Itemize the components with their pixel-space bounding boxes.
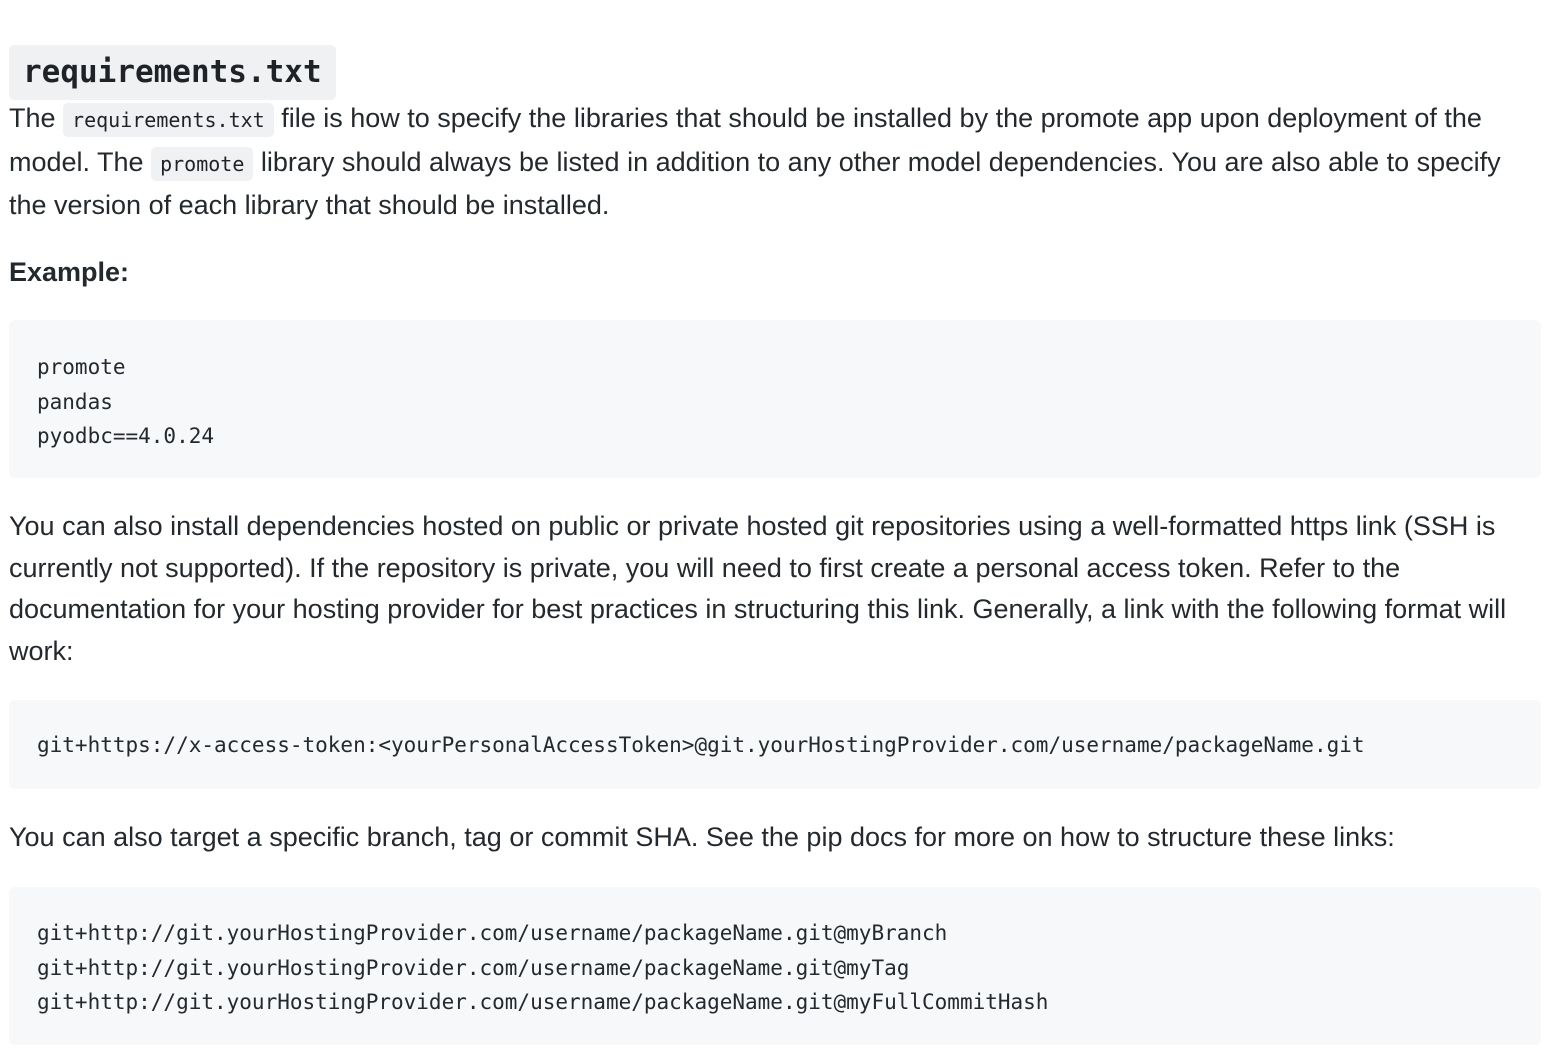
inline-code-promote: promote [151,147,253,181]
example-label: Example: [9,257,130,287]
code-line: git+http://git.yourHostingProvider.com/username/packageName.git@myTag [37,955,910,980]
git-paragraph: You can also install dependencies hosted on public or private hosted git repositories using a well-formatted https link (SSH is currently not supported). If the repository is private, you will need to first create a personal access token. Refer to the documentation for your hosting provider for best practices in structuring this link. Generally, a link with the following format will work: [9,511,1507,666]
intro-text-1: The [9,103,64,133]
example-code-block [9,320,1541,478]
code-line: pyodbc==4.0.24 [37,424,215,448]
git-code-block [9,700,1541,789]
branch-code-block [9,887,1541,1045]
code-line: pandas [37,389,113,414]
inline-code-requirements: requirements.txt [63,103,274,137]
code-line: git+https://x-access-token:<yourPersonalAccessToken>@git.yourHostingProvider.com/username/packageName.git [37,733,1365,757]
code-line: promote [37,355,126,379]
intro-paragraph [9,98,1541,227]
section-heading: requirements.txt [9,45,336,100]
code-line: git+http://git.yourHostingProvider.com/username/packageName.git@myFullCommitHash [37,990,1049,1014]
branch-paragraph: You can also target a specific branch, tag or commit SHA. See the pip docs for more on how to structure these links: [9,822,1395,852]
intro-text-3: library should always be listed in addition to any other model dependencies. You are also able to specify the version of each library that should be installed. [9,146,1501,220]
intro-text-2: file is how to specify the libraries that should be installed by the promote app upon deployment of the model. The [9,103,1482,177]
code-line: git+http://git.yourHostingProvider.com/username/packageName.git@myBranch [37,921,948,945]
